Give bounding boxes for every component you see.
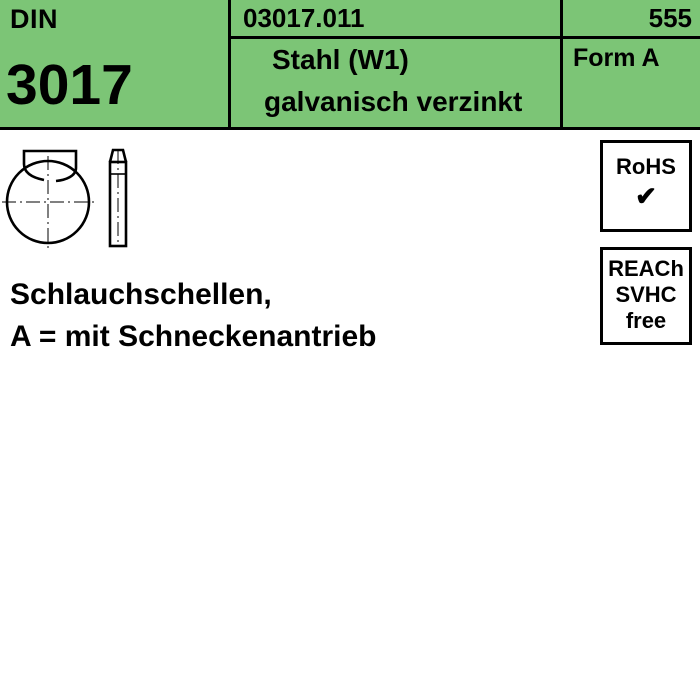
standard-number: 3017 — [6, 53, 133, 117]
quantity: 555 — [648, 3, 692, 33]
material-grade: Stahl (W1) — [272, 44, 409, 75]
material-coating: galvanisch verzinkt — [264, 86, 523, 117]
header-divider-left — [228, 0, 231, 130]
free-label: free — [625, 308, 667, 333]
svhc-label: SVHC — [615, 282, 677, 307]
check-icon: ✔ — [635, 181, 657, 211]
header-divider-right — [560, 0, 563, 130]
product-title: Schlauchschellen, — [10, 278, 272, 311]
header-band — [0, 0, 700, 130]
header-bottom-border — [0, 127, 700, 130]
product-subtitle: A = mit Schneckenantrieb — [10, 320, 377, 353]
standard-prefix: DIN — [10, 4, 58, 34]
hose-clamp-technical-drawing — [0, 134, 180, 264]
part-number: 03017.011 — [243, 3, 365, 33]
rohs-label: RoHS — [616, 154, 676, 179]
rohs-badge — [600, 140, 692, 232]
header-divider-horizontal — [228, 36, 700, 39]
form-designation: Form A — [573, 44, 660, 72]
reach-label: REACh — [608, 256, 684, 281]
reach-badge — [600, 247, 692, 345]
